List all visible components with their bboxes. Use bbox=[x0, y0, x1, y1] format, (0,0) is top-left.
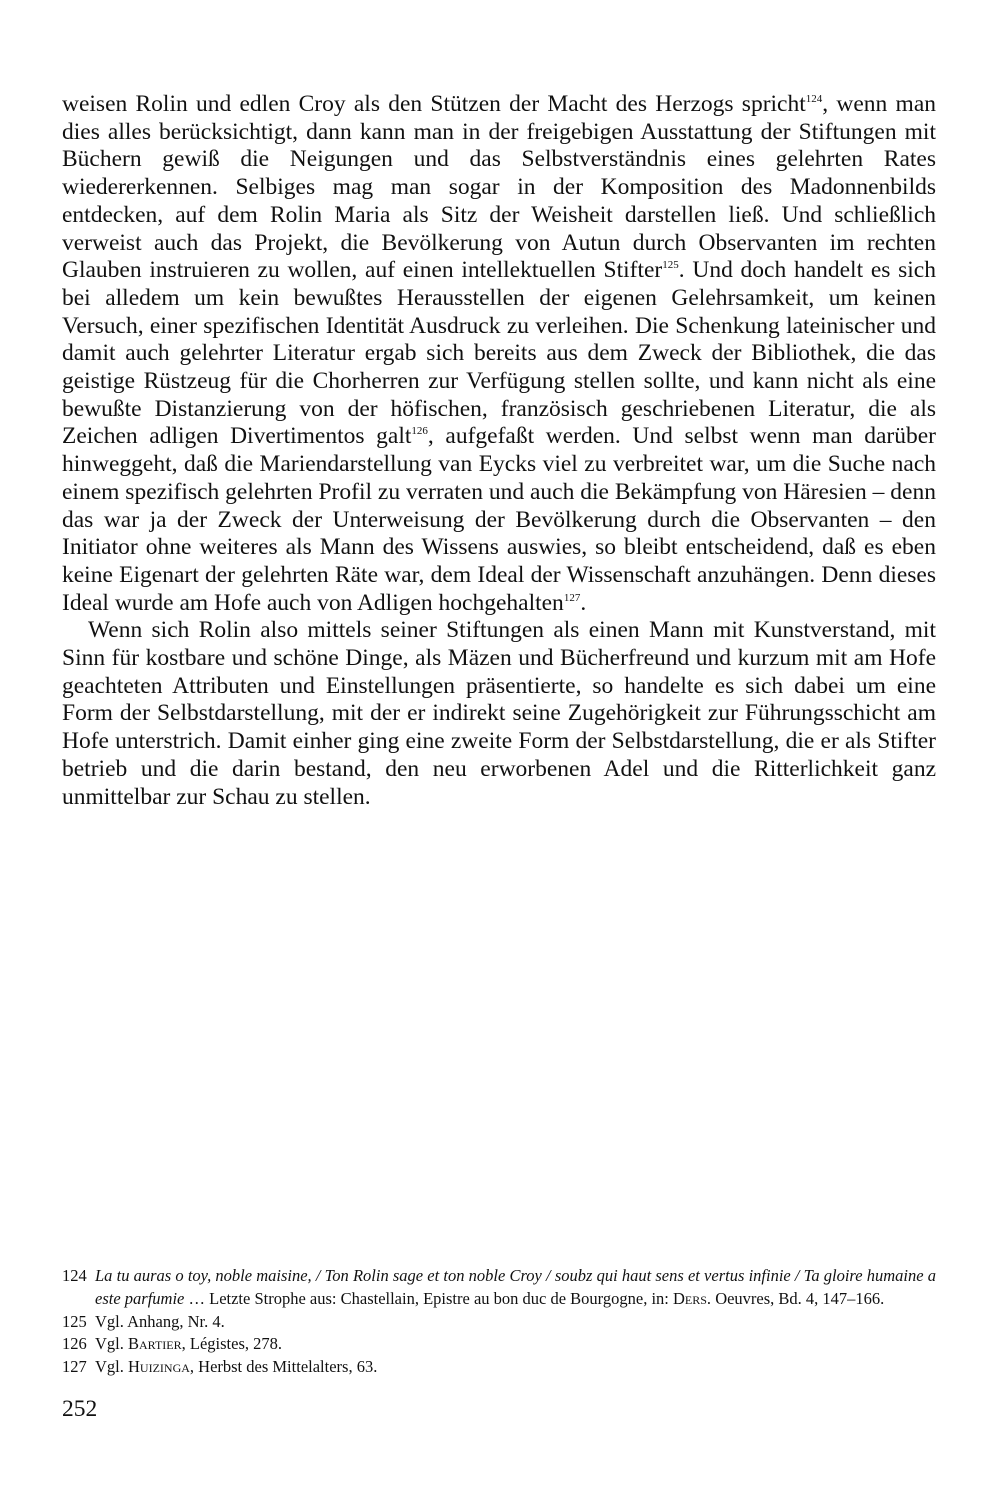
footnote-number: 124 bbox=[62, 1266, 87, 1285]
paragraph-1 bbox=[62, 91, 936, 617]
footnote-text: Vgl. bbox=[95, 1357, 128, 1377]
paragraph-1-text: , wenn man dies alles berücksichtigt, dann kann man in der freigebigen Ausstattung der Stiftungen mit Büchern gewiß die Neigungen und das Selbstverständnis eines gelehrten Rates wiedererkennen. Selbiges mag man sogar in der Komposition des Madonnenbilds entdecken, auf dem Rolin Maria als Sitz der Weisheit darstellen ließ. Und schließlich verweist auch das Projekt, die Bevölkerung von Autun durch Observanten im rechten Glauben instruieren zu wollen, auf einen intellektuellen Stifter bbox=[62, 91, 936, 284]
paragraph-2: Wenn sich Rolin also mittels seiner Stiftungen als einen Mann mit Kunstverstand, mit Sinn für kostbare und schöne Dinge, als Mäzen und Bücherfreund und kurzum mit am Hofe geachteten Attributen und Einstellungen präsentierte, so handelte es sich dabei um eine Form der Selbstdarstellung, mit der er indirekt seine Zugehörigkeit zur Führungsschicht am Hofe unterstrich. Damit einher ging eine zweite Form der Selbstdarstellung, die er als Stifter betrieb und die darin bestand, den neu erworbenen Adel und die Ritterlichkeit ganz unmittelbar zur Schau zu stellen. bbox=[62, 617, 936, 810]
footnote-text: , Légistes, 278. bbox=[181, 1334, 282, 1354]
footnote-author: Huizinga bbox=[128, 1357, 190, 1377]
footnote-ref-124[interactable]: 124 bbox=[805, 93, 823, 105]
footnote-text: , Herbst des Mittelalters, 63. bbox=[189, 1357, 378, 1377]
footnotes bbox=[62, 1265, 936, 1379]
footnote-number: 126 bbox=[62, 1334, 87, 1354]
footnote-text: Vgl. Anhang, Nr. 4. bbox=[95, 1311, 225, 1331]
footnote-124 bbox=[62, 1265, 936, 1311]
footnote-ref-126[interactable]: 126 bbox=[411, 425, 428, 438]
footnote-text: Vgl. bbox=[95, 1334, 128, 1354]
footnote-ref-125[interactable]: 125 bbox=[662, 259, 679, 272]
main-text bbox=[62, 91, 936, 811]
paragraph-1-text: . bbox=[580, 589, 587, 616]
footnote-text: … Letzte Strophe aus: Chastellain, Epistre au bon duc de Bourgogne, in: bbox=[184, 1288, 673, 1308]
page-number: 252 bbox=[62, 1396, 98, 1422]
footnote-125 bbox=[62, 1311, 936, 1334]
footnote-quote: La tu auras o toy, noble maisine, / Ton Rolin sage et ton noble Croy / soubz qui haut sens et vertus infinie / Ta gloire humaine a este parfumie bbox=[95, 1266, 936, 1308]
footnote-text: Oeuvres, Bd. 4, 147–166. bbox=[711, 1288, 885, 1308]
paragraph-1-text: , aufgefaßt werden. Und selbst wenn man darüber hinweggeht, daß die Mariendarstellung van Eycks viel zu verbreitet war, um die Suche nach einem spezifisch gelehrten Profil zu verraten und auch die Bekämpfung von Häresien – denn das war ja der Zweck der Unterweisung der Bevölkerung durch die Observanten – den Initiator ohne weiteres als Mann des Wissens auswies, so bleibt entscheidend, daß es eben keine Eigenart der gelehrten Räte war, dem Ideal der Wissenschaft anzuhängen. Denn dieses Ideal wurde am Hofe auch von Adligen hochgehalten bbox=[62, 423, 937, 616]
footnote-126 bbox=[62, 1333, 936, 1356]
footnote-author: Bartier bbox=[128, 1334, 182, 1354]
footnote-ref-127[interactable]: 127 bbox=[563, 591, 581, 604]
footnote-number: 127 bbox=[62, 1357, 87, 1377]
footnote-number: 125 bbox=[62, 1311, 87, 1331]
paragraph-1-text: . Und doch handelt es sich bei alledem um kein bewußtes Herausstellen der eigenen Gelehrsamkeit, um keinen Versuch, einer spezifischen Identität Ausdruck zu verleihen. Die Schenkung lateinischer und damit auch gelehrter Literatur ergab sich bereits aus dem Zweck der Bibliothek, die das geistige Rüstzeug für die Chorherren zur Verfügung stellen sollte, und kann nicht als eine bewußte Distanzierung von der höfischen, französisch geschriebenen Literatur, die als Zeichen adligen Divertimentos galt bbox=[62, 257, 936, 450]
footnote-127 bbox=[62, 1356, 936, 1379]
paragraph-1-text: weisen Rolin und edlen Croy als den Stützen der Macht des Herzogs spricht bbox=[62, 91, 806, 117]
footnote-author: Ders. bbox=[673, 1288, 712, 1308]
